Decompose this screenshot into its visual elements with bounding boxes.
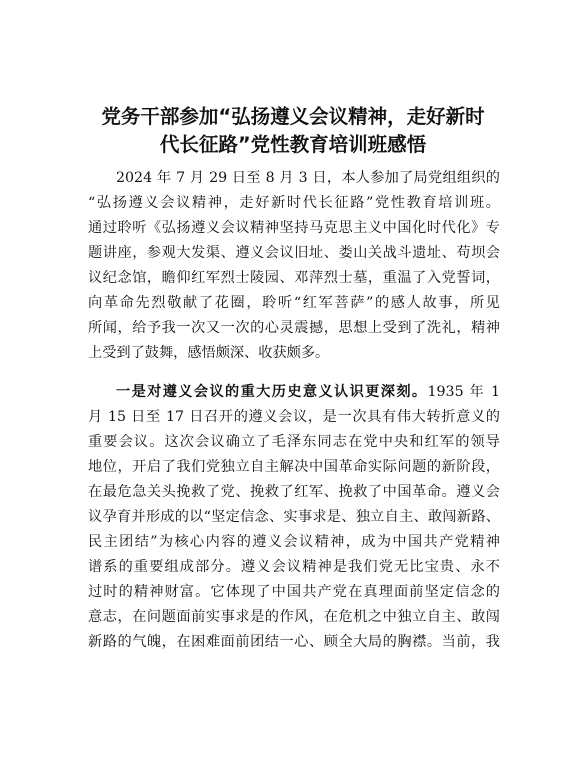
paragraph-2-line: 议孕育并形成的以“坚定信念、实事求是、独立自主、敢闯新路、 [88,509,500,525]
paragraph-2-line: 重要会议。这次会议确立了毛泽东同志在党中央和红军的领导 [88,434,500,450]
paragraph-2-line: 意志，在问题面前实事求是的作风，在危机之中独立自主、敢闯 [88,609,500,625]
paragraph-2-first-line [116,382,500,402]
paragraph-2-line: 过时的精神财富。它体现了中国共产党在真理面前坚定信念的 [88,584,500,600]
paragraph-1-line: 通过聆听《弘扬遵义会议精神坚持马克思主义中国化时代化》专 [88,220,500,236]
paragraph-1-line: 向革命先烈敬献了花圈，聆听“红军菩萨”的感人故事，所见 [88,295,500,311]
paragraph-2-lead-sentence: 一是对遵义会议的重大历史意义认识更深刻。 [116,384,428,400]
paragraph-2-line: 民主团结”为核心内容的遵义会议精神，成为中国共产党精神 [88,534,500,550]
paragraph-1-line: 所闻，给予我一次又一次的心灵震撼，思想上受到了洗礼，精神 [88,320,500,336]
paragraph-2-line: 在最危急关头挽救了党、挽救了红军、挽救了中国革命。遵义会 [88,484,500,500]
paragraph-1-line: 上受到了鼓舞，感悟颇深、收获颇多。 [88,345,330,361]
document-title-line-2: 代长征路”党性教育培训班感悟 [159,133,427,156]
paragraph-2-line: 新路的气魄，在困难面前团结一心、顾全大局的胸襟。当前，我 [88,634,500,650]
paragraph-2-line: 谱系的重要组成部分。遵义会议精神是我们党无比宝贵、永不 [88,559,500,575]
paragraph-1-line: “弘扬遵义会议精神，走好新时代长征路”党性教育培训班。 [88,195,500,211]
paragraph-1-line: 题讲座，参观大发渠、遵义会议旧址、娄山关战斗遗址、苟坝会 [88,245,500,261]
document-title-line-1: 党务干部参加“弘扬遵义会议精神，走好新时 [101,105,485,128]
paragraph-2-line: 月 15 日至 17 日召开的遵义会议，是一次具有伟大转折意义的 [88,409,500,425]
paragraph-1-line: 2024 年 7 月 29 日至 8 月 3 日，本人参加了局党组组织的 [116,170,500,186]
paragraph-1-line: 议纪念馆，瞻仰红军烈士陵园、邓萍烈士墓，重温了入党誓词， [88,270,500,286]
paragraph-2-line-text: 1935 年 1 [427,384,500,400]
paragraph-2-line: 地位，开启了我们党独立自主解决中国革命实际问题的新阶段， [88,459,500,475]
